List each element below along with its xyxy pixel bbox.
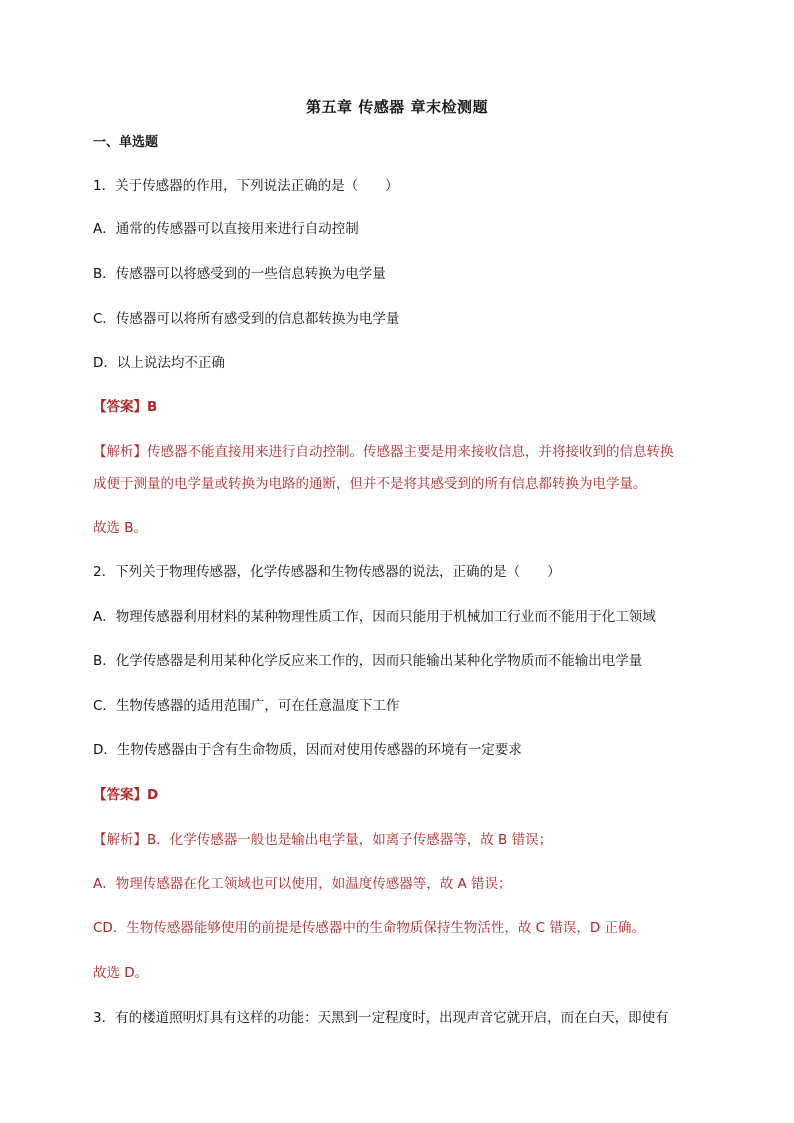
question-2-stem: 2．下列关于物理传感器，化学传感器和生物传感器的说法，正确的是（ ） xyxy=(93,564,561,580)
question-2-option-b: B．化学传感器是利用某种化学反应来工作的，因而只能输出某种化学物质而不能输出电学量 xyxy=(93,653,643,669)
question-3-stem: 3．有的楼道照明灯具有这样的功能：天黑到一定程度时，出现声音它就开启，而在白天，即使有 xyxy=(93,1010,669,1026)
question-1-stem: 1．关于传感器的作用，下列说法正确的是（ ） xyxy=(93,178,399,194)
question-1-answer: 【答案】B xyxy=(93,399,158,415)
question-1-option-a: A．通常的传感器可以直接用来进行自动控制 xyxy=(93,221,359,237)
question-1-option-b: B．传感器可以将感受到的一些信息转换为电学量 xyxy=(93,266,386,282)
question-2-analysis-line-3: CD．生物传感器能够使用的前提是传感器中的生命物质保持生物活性，故 C 错误，D 正确。 xyxy=(93,920,646,936)
question-2-answer: 【答案】D xyxy=(93,787,159,803)
question-2-analysis-line-1: 【解析】B．化学传感器一般也是输出电学量，如离子传感器等，故 B 错误； xyxy=(93,832,553,848)
document-title: 第五章 传感器 章末检测题 xyxy=(306,98,488,116)
question-1-option-c: C．传感器可以将所有感受到的信息都转换为电学量 xyxy=(93,311,400,327)
question-1-conclusion: 故选 B。 xyxy=(93,520,148,536)
question-1-analysis-line-1: 【解析】传感器不能直接用来进行自动控制。传感器主要是用来接收信息，并将接收到的信息转换 xyxy=(93,444,674,460)
question-2-option-c: C．生物传感器的适用范围广，可在任意温度下工作 xyxy=(93,698,400,714)
question-2-option-d: D．生物传感器由于含有生命物质，因而对使用传感器的环境有一定要求 xyxy=(93,742,522,758)
question-2-option-a: A．物理传感器利用材料的某种物理性质工作，因而只能用于机械加工行业而不能用于化工领域 xyxy=(93,609,656,625)
question-1-option-d: D．以上说法均不正确 xyxy=(93,355,225,371)
question-2-conclusion: 故选 D。 xyxy=(93,965,149,981)
section-heading: 一、单选题 xyxy=(93,135,159,150)
question-2-analysis-line-2: A．物理传感器在化工领域也可以使用，如温度传感器等，故 A 错误； xyxy=(93,876,512,892)
question-1-analysis-line-2: 成便于测量的电学量或转换为电路的通断，但并不是将其感受到的所有信息都转换为电学量。 xyxy=(93,476,647,492)
